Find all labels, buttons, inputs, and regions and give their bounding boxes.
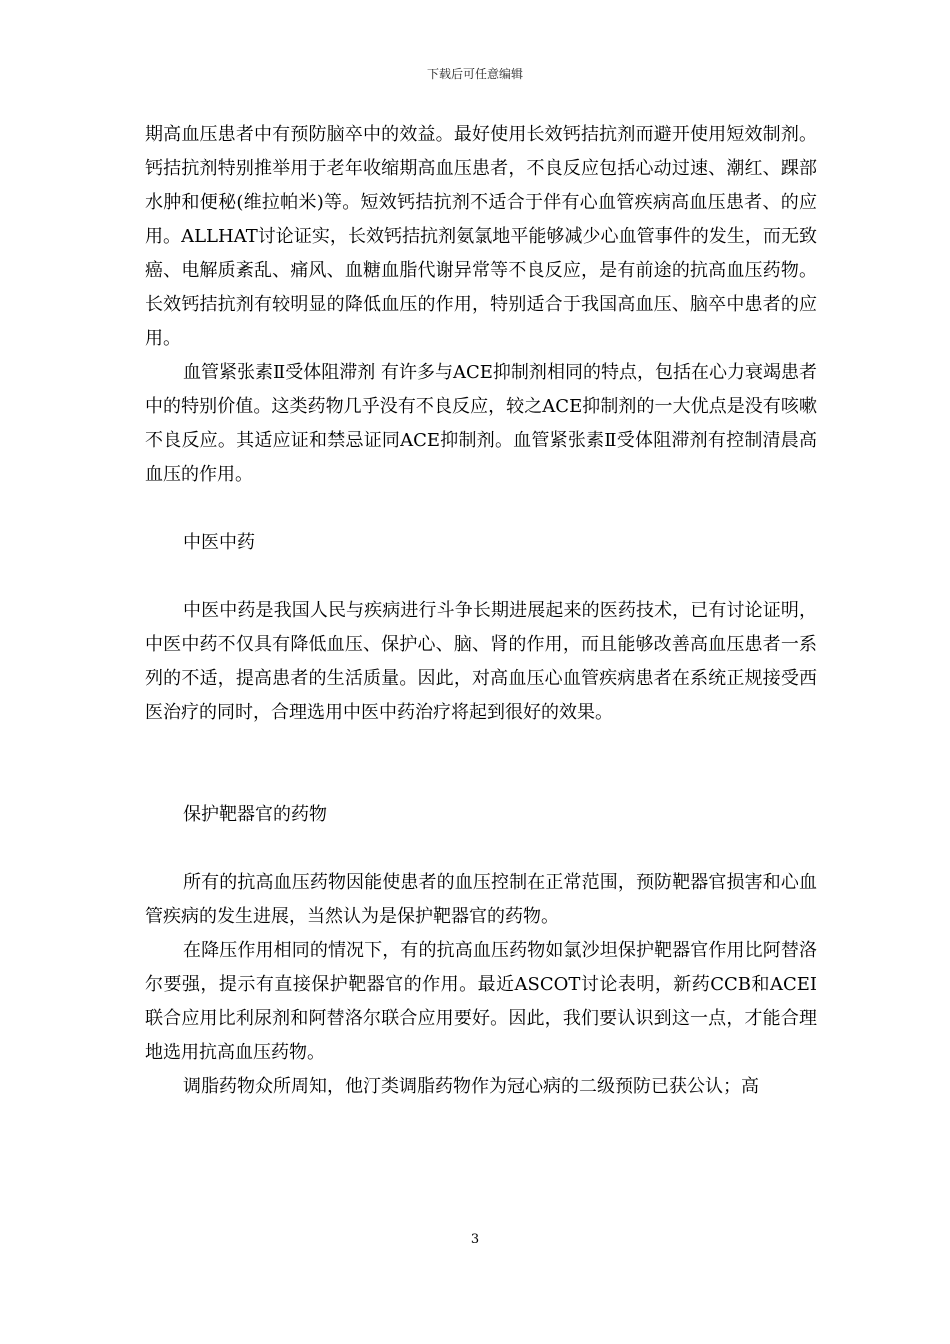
paragraph-arb: 血管紧张素Ⅱ受体阻滞剂 有许多与ACE抑制剂相同的特点，包括在心力衰竭患者中的特别价值。这类药物几乎没有不良反应，较之ACE抑制剂的一大优点是没有咳嗽不良反应。其适应证和禁忌证同ACE抑制剂。血管紧张素Ⅱ受体阻滞剂有控制清晨高血压的作用。 xyxy=(145,362,817,485)
paragraph-target-organ-2: 在降压作用相同的情况下，有的抗高血压药物如氯沙坦保护靶器官作用比阿替洛尔要强，提示有直接保护靶器官的作用。最近ASCOT讨论表明，新药CCB和ACEI联合应用比利尿剂和阿替洛尔联合应用要好。因此，我们要认识到这一点，才能合理地选用抗高血压药物。 xyxy=(145,940,817,1063)
spacer xyxy=(145,492,817,526)
document-body xyxy=(145,118,817,1104)
spacer xyxy=(145,832,817,866)
spacer xyxy=(145,730,817,798)
section-heading-target-organ: 保护靶器官的药物 xyxy=(183,804,327,825)
page-header: 下载后可任意编辑 xyxy=(426,67,523,81)
section-heading-tcm: 中医中药 xyxy=(183,532,255,553)
page-number: 3 xyxy=(470,1232,480,1247)
paragraph-ccb-continued: 期高血压患者中有预防脑卒中的效益。最好使用长效钙拮抗剂而避开使用短效制剂。钙拮抗剂特别推举用于老年收缩期高血压患者，不良反应包括心动过速、潮红、踝部水肿和便秘(维拉帕米)等。短效钙拮抗剂不适合于伴有心血管疾病高血压患者、的应用。ALLHAT讨论证实，长效钙拮抗剂氨氯地平能够减少心血管事件的发生，而无致癌、电解质紊乱、痛风、血糖血脂代谢异常等不良反应，是有前途的抗高血压药物。长效钙拮抗剂有较明显的降低血压的作用，特别适合于我国高血压、脑卒中患者的应用。 xyxy=(145,124,817,349)
paragraph-tcm: 中医中药是我国人民与疾病进行斗争长期进展起来的医药技术，已有讨论证明，中医中药不仅具有降低血压、保护心、脑、肾的作用，而且能够改善高血压患者一系列的不适，提高患者的生活质量。因此，对高血压心血管疾病患者在系统正规接受西医治疗的同时，合理选用中医中药治疗将起到很好的效果。 xyxy=(145,600,817,723)
paragraph-lipid: 调脂药物众所周知，他汀类调脂药物作为冠心病的二级预防已获公认；高 xyxy=(183,1076,759,1097)
paragraph-target-organ-1: 所有的抗高血压药物因能使患者的血压控制在正常范围，预防靶器官损害和心血管疾病的发生进展，当然认为是保护靶器官的药物。 xyxy=(145,872,817,927)
spacer xyxy=(145,560,817,594)
